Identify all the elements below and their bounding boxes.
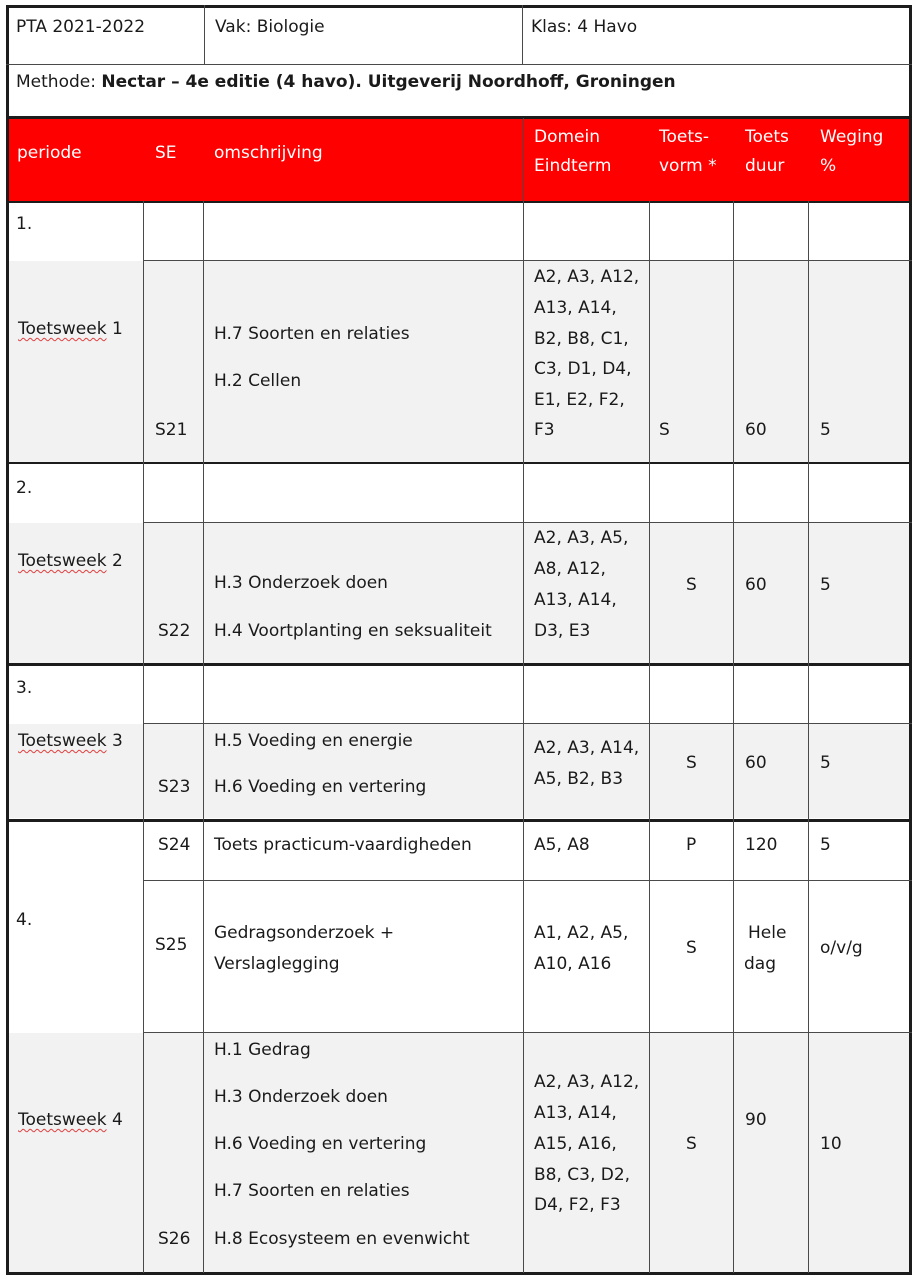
divider [808,201,809,1273]
domein: A2, A3, A14, [534,738,640,758]
description: H.1 Gedrag [214,1040,311,1060]
domein: F3 [534,420,555,440]
weging: 5 [820,835,831,855]
divider [6,201,912,203]
row-bg [9,261,909,462]
toetsvorm: S [659,420,670,440]
divider [733,201,734,1273]
toetsweek-number: 4 [111,1110,123,1130]
description: H.2 Cellen [214,371,302,391]
method-title: Nectar – 4e editie (4 havo). Uitgeverij Noordhoff, Groningen [101,72,676,92]
domein: A1, A2, A5, [534,923,629,943]
header-duur: duur [745,156,785,176]
divider [522,5,523,65]
divider [203,201,204,1273]
description: H.6 Voeding en vertering [214,777,427,797]
toetsweek-number: 1 [111,319,123,339]
toetsweek-label: Toetsweek [18,319,107,339]
toetsweek-1 [18,314,123,345]
toetsduur: 60 [745,753,767,773]
header-weging: Weging [820,127,884,147]
toetsweek-number: 2 [111,551,123,571]
toetsduur: 60 [745,420,767,440]
toetsweek-3 [18,726,123,757]
domein: D3, E3 [534,621,591,641]
description: Toets practicum-vaardigheden [214,835,472,855]
header-toets: Toets- [659,127,710,147]
toetsduur: 60 [745,575,767,595]
divider [6,462,912,464]
toetsvorm: S [686,938,697,958]
toetsduur: 90 [745,1110,767,1130]
header-domein: Domein [534,127,601,147]
header-vorm: vorm * [659,156,717,176]
toetsweek-2 [18,546,123,577]
divider [143,522,912,523]
periode-3: 3. [16,678,33,698]
toetsduur: 120 [745,835,778,855]
divider [6,116,912,119]
domein: A2, A3, A5, [534,528,629,548]
description: H.8 Ecosysteem en evenwicht [214,1229,470,1249]
domein: C3, D1, D4, [534,359,632,379]
toetsvorm: S [686,575,697,595]
domein: A13, A14, [534,590,617,610]
subject: Vak: Biologie [215,17,325,37]
header-toets-duur: Toets [745,127,789,147]
domein: B8, C3, D2, [534,1165,631,1185]
description: H.4 Voortplanting en seksualiteit [214,621,492,641]
divider [143,1032,912,1033]
toetsvorm: S [686,753,697,773]
domein: A8, A12, [534,559,606,579]
description: H.6 Voeding en vertering [214,1134,427,1154]
toetsvorm: P [686,835,697,855]
description: H.3 Onderzoek doen [214,1087,388,1107]
description: H.7 Soorten en relaties [214,1181,410,1201]
divider [143,201,144,1273]
description: H.7 Soorten en relaties [214,324,410,344]
header-eindterm: Eindterm [534,156,612,176]
periode-1: 1. [16,214,33,234]
weging: 5 [820,753,831,773]
domein: A2, A3, A12, [534,1072,640,1092]
divider [204,5,205,65]
divider [143,723,912,724]
pta-year: PTA 2021-2022 [16,17,146,37]
domein: B2, B8, C1, [534,329,629,349]
toetsweek-number: 3 [111,731,123,751]
se-code: S24 [158,835,191,855]
divider [6,64,912,65]
weging: 10 [820,1134,842,1154]
se-code: S23 [158,777,191,797]
description: H.3 Onderzoek doen [214,573,388,593]
header-se: SE [155,143,177,163]
domein: A15, A16, [534,1134,617,1154]
divider [143,880,912,881]
se-code: S21 [155,420,188,440]
toetsweek-4 [18,1105,123,1136]
domein: A5, B2, B3 [534,769,624,789]
description: H.5 Voeding en energie [214,731,413,751]
toetsweek-label: Toetsweek [18,731,107,751]
divider [523,118,524,1273]
toetsvorm: S [686,1134,697,1154]
header-periode: periode [17,143,82,163]
se-code: S25 [155,935,188,955]
periode-2: 2. [16,478,33,498]
domein: A5, A8 [534,835,590,855]
header-percent: % [820,156,837,176]
description: Verslaglegging [214,954,340,974]
divider [6,819,912,822]
weging: 5 [820,575,831,595]
toetsweek-label: Toetsweek [18,551,107,571]
se-code: S26 [158,1229,191,1249]
divider [6,663,912,666]
method [16,67,676,98]
class: Klas: 4 Havo [531,17,638,37]
weging: 5 [820,420,831,440]
description: Gedragsonderzoek + [214,923,395,943]
header-omschrijving: omschrijving [214,143,323,163]
domein: A13, A14, [534,1103,617,1123]
toetsduur: Hele [748,923,787,943]
weging: o/v/g [820,938,863,958]
toetsweek-label: Toetsweek [18,1110,107,1130]
domein: A10, A16 [534,954,612,974]
divider [143,260,912,261]
toetsduur: dag [744,954,776,974]
domein: A13, A14, [534,298,617,318]
domein: E1, E2, F2, [534,390,625,410]
method-label: Methode: [16,72,102,92]
row-bg [9,724,909,818]
periode-4: 4. [16,910,33,930]
divider [649,201,650,1273]
domein: D4, F2, F3 [534,1195,621,1215]
se-code: S22 [158,621,191,641]
domein: A2, A3, A12, [534,267,640,287]
